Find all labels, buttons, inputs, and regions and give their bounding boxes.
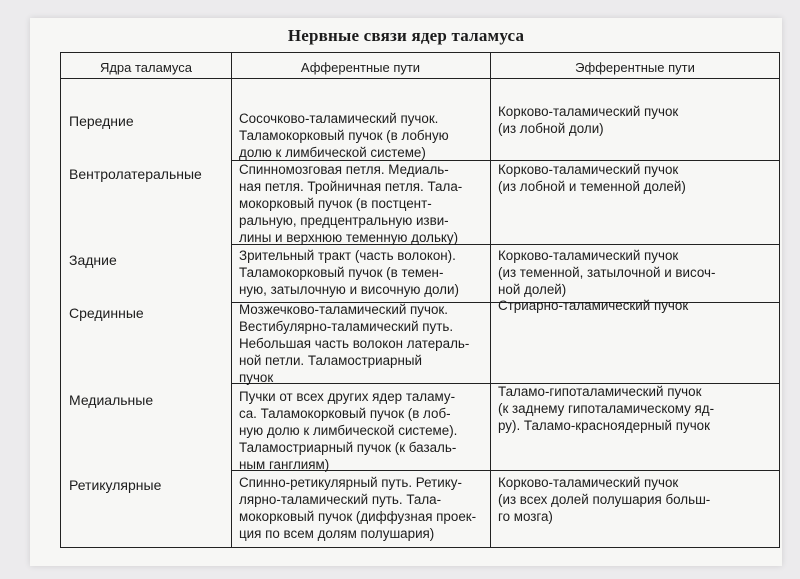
afferent-cell: Мозжечково-таламический пучок. Вестибулярно-таламический путь. Небольшая часть волокон латераль- ной петли. Таламостриарный пучок: [239, 302, 470, 385]
efferent-cell: Таламо-гипоталамический пучок (к заднему гипоталамическому яд- ру). Таламо-красноядерный пучок: [498, 384, 715, 433]
nucleus-label: Задние: [69, 252, 117, 268]
efferent-cell: Стриарно-таламический пучок: [498, 298, 689, 313]
efferent-cell: Корково-таламический пучок (из теменной, затылочной и височ- ной долей): [498, 248, 716, 297]
thalamus-nuclei-table: [60, 52, 780, 548]
nucleus-label: Ретикулярные: [69, 477, 162, 493]
afferent-cell: Спинно-ретикулярный путь. Ретику- лярно-таламический путь. Тала- мокорковый пучок (диффузная проек- ция по всем долям полушария): [239, 475, 477, 541]
header-afferent: Афферентные пути: [300, 60, 421, 75]
nucleus-label: Вентролатеральные: [69, 166, 202, 182]
header-divider: [61, 78, 779, 79]
table-title: Нервные связи ядер таламуса: [287, 26, 525, 45]
column-divider: [490, 53, 491, 547]
efferent-cell: Корково-таламический пучок (из лобной доли): [498, 104, 679, 136]
afferent-cell: Зрительный тракт (часть волокон). Таламокорковый пучок (в темен- ную, затылочную и височную доли): [239, 248, 459, 297]
efferent-cell: Корково-таламический пучок (из всех долей полушария больш- го мозга): [498, 475, 711, 524]
efferent-cell: Корково-таламический пучок (из лобной и теменной долей): [498, 162, 686, 194]
nucleus-label: Срединные: [69, 305, 144, 321]
afferent-cell: Пучки от всех других ядер таламу- са. Таламокорковый пучок (в лоб- ную долю к лимбической системе). Таламостриарный пучок (к базаль- ным ганглиям): [239, 389, 458, 472]
header-nuclei: Ядра таламуса: [99, 60, 193, 75]
nucleus-label: Медиальные: [69, 392, 154, 408]
header-efferent: Эфферентные пути: [575, 60, 695, 75]
nucleus-label: Передние: [69, 113, 134, 129]
document-page: [30, 18, 782, 566]
column-divider: [231, 53, 232, 547]
afferent-cell: Сосочково-таламический пучок. Таламокорковый пучок (в лобную долю к лимбической системе): [239, 111, 449, 160]
afferent-cell: Спинномозговая петля. Медиаль- ная петля. Тройничная петля. Тала- мокорковый пучок (в постцент- ральную, предцентральную изви- лины и верхнюю теменную дольку): [239, 162, 463, 245]
